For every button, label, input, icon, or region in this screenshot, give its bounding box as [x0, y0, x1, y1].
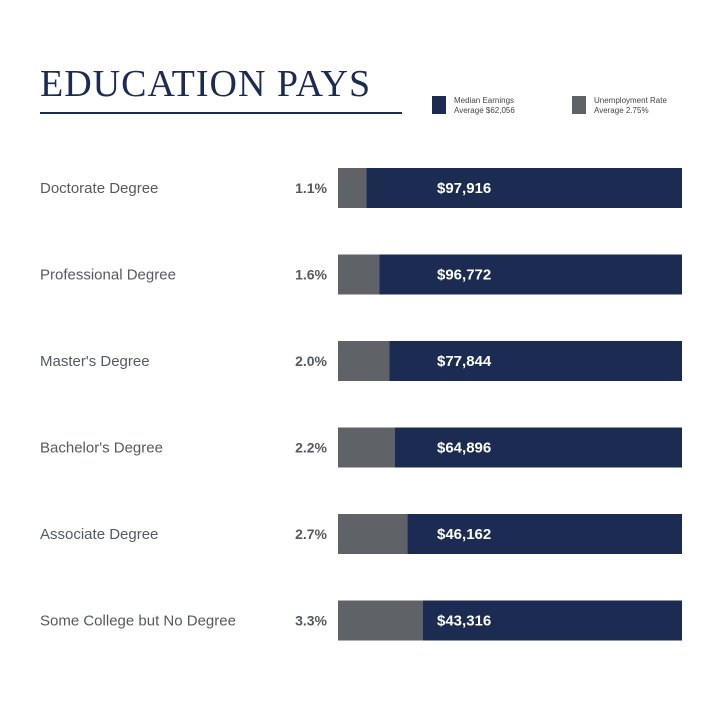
category-label: Associate Degree: [40, 526, 159, 543]
unemployment-rate-label: 3.3%: [295, 612, 327, 629]
legend-unemployment-average: Average 2.75%: [594, 106, 649, 115]
earnings-value-label: $64,896: [437, 439, 492, 457]
earnings-value-label: $43,316: [437, 612, 492, 630]
earnings-bar: [366, 168, 682, 208]
unemployment-rate-label: 1.6%: [295, 266, 327, 283]
unemployment-rate-label: 2.0%: [295, 353, 327, 369]
earnings-value-label: $77,844: [437, 353, 492, 370]
legend-unemployment-label: Unemployment Rate: [594, 96, 667, 105]
chart-title: EDUCATION PAYS: [40, 63, 372, 105]
unemployment-rate-label: 1.1%: [295, 180, 327, 196]
category-label: Professional Degree: [40, 266, 176, 284]
legend-earnings-average: Average $62,056: [454, 106, 515, 115]
earnings-value-label: $96,772: [437, 266, 492, 284]
legend-earnings-label: Median Earnings: [454, 96, 515, 105]
earnings-value-label: $97,916: [437, 180, 492, 197]
category-label: Doctorate Degree: [40, 180, 159, 197]
unemployment-rate-label: 2.7%: [295, 526, 327, 542]
category-label: Bachelor's Degree: [40, 439, 163, 457]
category-label: Master's Degree: [40, 353, 150, 370]
unemployment-rate-label: 2.2%: [295, 439, 327, 456]
unemployment-bar: [338, 255, 379, 295]
earnings-value-label: $46,162: [437, 526, 492, 543]
category-label: Some College but No Degree: [40, 612, 236, 630]
unemployment-bar: [338, 514, 408, 554]
earnings-bar: [390, 341, 682, 381]
unemployment-bar: [338, 428, 395, 468]
unemployment-bar: [338, 601, 423, 641]
earnings-bar: [379, 255, 682, 295]
unemployment-bar: [338, 168, 366, 208]
unemployment-bar: [338, 341, 390, 381]
